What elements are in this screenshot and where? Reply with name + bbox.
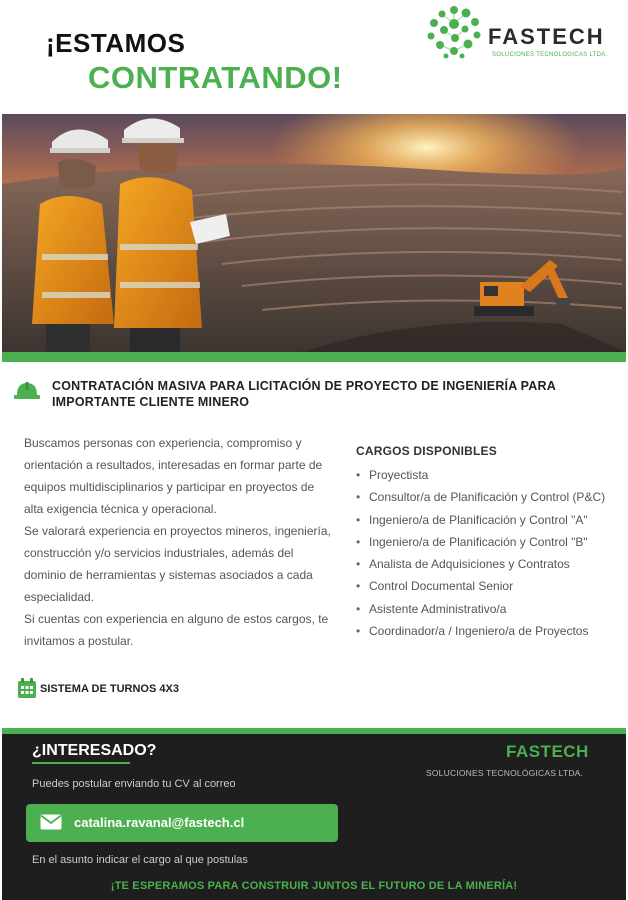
list-item: • Analista de Adquisiciones y Contratos xyxy=(356,553,622,575)
calendar-icon xyxy=(18,678,36,698)
cargos-section xyxy=(356,444,622,642)
title-line-2: CONTRATANDO! xyxy=(88,60,343,95)
green-divider xyxy=(2,352,626,362)
intro-text xyxy=(24,432,334,652)
footer xyxy=(2,734,626,900)
molecule-dots-icon xyxy=(424,4,484,60)
list-item: • Consultor/a de Planificación y Control (P&C) xyxy=(356,486,622,508)
intro-paragraph-2: Se valorará experiencia en proyectos mineros, ingeniería, construcción y/o servicios industriales, además del dominio de herramientas y sistemas asociados a cada especialidad. xyxy=(24,524,331,604)
list-item: • Control Documental Senior xyxy=(356,575,622,597)
list-item: • Coordinador/a / Ingeniero/a de Proyectos xyxy=(356,620,622,642)
company-logo xyxy=(424,4,624,60)
cargos-list xyxy=(356,464,622,642)
title-line-1: ¡ESTAMOS xyxy=(46,28,186,58)
footer-title: ¿INTERESADO? xyxy=(32,742,157,759)
apply-text: Puedes postular enviando tu CV al correo xyxy=(32,778,236,790)
footer-slogan: ¡TE ESPERAMOS PARA CONSTRUIR JUNTOS EL FUTURO DE LA MINERÍA! xyxy=(110,880,518,892)
cargos-title: CARGOS DISPONIBLES xyxy=(356,444,497,458)
logo-subtitle: SOLUCIONES TECNOLOGICAS LTDA. xyxy=(492,52,608,58)
email-address[interactable]: catalina.ravanal@fastech.cl xyxy=(74,815,245,830)
turnos-label: SISTEMA DE TURNOS 4X3 xyxy=(40,683,179,695)
footer-brand: FASTECH xyxy=(506,742,589,761)
helmet-icon xyxy=(14,380,40,400)
mail-icon xyxy=(40,814,62,830)
header xyxy=(0,0,628,112)
headline-text: CONTRATACIÓN MASIVA PARA LICITACIÓN DE PROYECTO DE INGENIERÍA PARA IMPORTANTE CLIENTE MINERO xyxy=(52,379,556,409)
footer-brand-subtitle: SOLUCIONES TECNOLÓGICAS LTDA. xyxy=(426,768,584,778)
intro-paragraph-1: Buscamos personas con experiencia, compromiso y orientación a resultados, interesadas en formar parte de equipos multidisciplinarios y participar en proyectos de alta exigencia técnica y operacional. xyxy=(24,436,323,516)
list-item: • Ingeniero/a de Planificación y Control "B" xyxy=(356,531,622,553)
mining-workers-photo xyxy=(2,114,626,352)
hero-photo xyxy=(2,114,626,352)
logo-name: FASTECH xyxy=(488,24,605,49)
list-item: • Proyectista xyxy=(356,464,622,486)
intro-paragraph-3: Si cuentas con experiencia en alguno de estos cargos, te invitamos a postular. xyxy=(24,612,329,648)
subject-text: En el asunto indicar el cargo al que postulas xyxy=(32,854,248,866)
list-item: • Asistente Administrativo/a xyxy=(356,598,622,620)
list-item: • Ingeniero/a de Planificación y Control "A" xyxy=(356,509,622,531)
footer-title-underline xyxy=(32,762,130,764)
email-button[interactable] xyxy=(26,804,338,842)
